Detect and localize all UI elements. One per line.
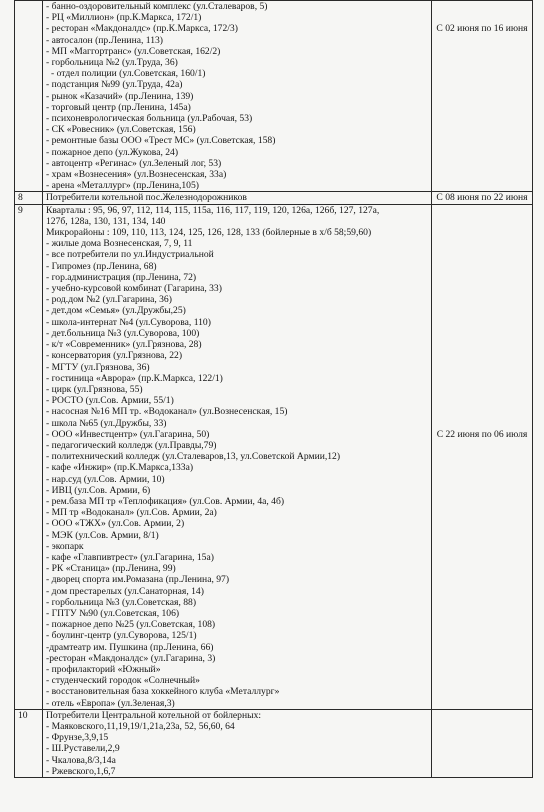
consumer-list: [43, 192, 432, 204]
consumer-line: - ресторан «Макдоналдс» (пр.К.Маркса, 172/3): [46, 23, 238, 35]
consumer-line: - дет.дом «Семья» (ул.Дружбы,25): [46, 305, 186, 317]
shutdown-period: С 08 июня по 22 июня: [436, 192, 528, 204]
consumer-line: - боулинг-центр (ул.Суворова, 125/1): [46, 630, 197, 642]
consumer-line: - ООО «Инвестцентр» (ул.Гагарина, 50): [46, 428, 210, 440]
consumer-line: - ИВЦ (ул.Сов. Армии, 6): [46, 484, 151, 496]
consumer-line: Потребители Центральной котельной от бойлерных:: [46, 709, 262, 721]
consumer-line: - ООО «ТЖХ» (ул.Сов. Армии, 2): [46, 518, 185, 530]
shutdown-period-cell: [432, 1, 533, 192]
consumer-line: - жилые дома Вознесенская, 7, 9, 11: [46, 238, 193, 250]
consumer-line: - Гипромез (пр.Ленина, 68): [46, 260, 157, 272]
row-number: [15, 1, 43, 192]
consumer-list: [43, 709, 432, 777]
consumer-line: - род.дом №2 (ул.Гагарина, 36): [46, 294, 172, 306]
consumer-line: - Ш.Руставели,2,9: [46, 743, 120, 755]
consumer-line: - к/т «Современник» (ул.Грязнова, 28): [46, 339, 202, 351]
shutdown-period-cell: [432, 192, 533, 204]
schedule-table: [14, 0, 533, 778]
consumer-line: - горбольница №2 (ул.Труда, 36): [46, 57, 178, 69]
consumer-line: - автоцентр «Регинас» (ул.Зеленый лог, 53): [46, 157, 222, 169]
consumer-line: -драмтеатр им. Пушкина (пр.Ленина, 66): [46, 641, 214, 653]
shutdown-period-cell: [432, 709, 533, 777]
consumer-line: - отдел полиции (ул.Советская, 160/1): [51, 68, 206, 80]
consumer-line: - студенческий городок «Солнечный»: [46, 675, 200, 687]
consumer-line: - дворец спорта им.Ромазана (пр.Ленина, 97): [46, 574, 230, 586]
consumer-line: - пожарное депо (ул.Жукова, 24): [46, 146, 179, 158]
consumer-line: - кафе «Инжир» (пр.К.Маркса,133а): [46, 462, 194, 474]
consumer-line: - дет.больница №3 (ул.Суворова, 100): [46, 327, 200, 339]
consumer-line: - МП тр «Водоканал» (ул.Сов. Армии, 2а): [46, 507, 217, 519]
consumer-line: - кафе «Главпивтрест» (ул.Гагарина, 15а): [46, 551, 214, 563]
consumer-list: [43, 1, 432, 192]
shutdown-period-cell: [432, 204, 533, 709]
consumer-line: - учебно-курсовой комбинат (Гагарина, 33): [46, 283, 222, 295]
consumer-line: - дом престарелых (ул.Санаторная, 14): [46, 585, 204, 597]
consumer-line: - автосалон (пр.Ленина, 113): [46, 34, 163, 46]
consumer-line: Микрорайоны : 109, 110, 113, 124, 125, 126, 128, 133 (бойлерные в х/б 58;59,60): [46, 227, 372, 239]
consumer-line: - РЦ «Миллион» (пр.К.Маркса, 172/1): [46, 12, 202, 24]
consumer-line: - Фрунзе,3,9,15: [46, 732, 109, 744]
consumer-line: - цирк (ул.Грязнова, 55): [46, 383, 143, 395]
consumer-line: - психоневрологическая больница (ул.Рабочая, 53): [46, 113, 253, 125]
consumer-line: - нар.суд (ул.Сов. Армии, 10): [46, 473, 165, 485]
consumer-line: - гор.администрация (пр.Ленина, 72): [46, 271, 197, 283]
consumer-line: - рем.база МП тр «Теплофикация» (ул.Сов. Армии, 4а, 4б): [46, 495, 285, 507]
row-number: 9: [15, 204, 43, 709]
consumer-line: - горбольница №3 (ул.Советская, 88): [46, 596, 197, 608]
shutdown-period: С 22 июня по 06 июля: [436, 428, 528, 440]
table-row: [15, 1, 533, 192]
row-number: 10: [15, 709, 43, 777]
consumer-line: - восстановительная база хоккейного клуба «Металлург»: [46, 686, 280, 698]
consumer-line: - насосная №16 МП тр. «Водоканал» (ул.Вознесенская, 15): [46, 406, 288, 418]
consumer-line: - все потребители по ул.Индустриальной: [46, 249, 214, 261]
consumer-line: - торговый центр (пр.Ленина, 145а): [46, 101, 191, 113]
consumer-line: - консерватория (ул.Грязнова, 22): [46, 350, 183, 362]
table-row: [15, 204, 533, 709]
consumer-line: - пожарное депо №25 (ул.Советская, 108): [46, 619, 216, 631]
consumer-line: - РОСТО (ул.Сов. Армии, 55/1): [46, 395, 174, 407]
consumer-line: - подстанция №99 (ул.Труда, 42а): [46, 79, 183, 91]
consumer-line: Потребители котельной пос.Железнодорожников: [46, 192, 247, 204]
consumer-line: - педагогический колледж (ул.Правды,79): [46, 439, 217, 451]
consumer-line: - Ржевского,1,6,7: [46, 765, 116, 777]
table-row: [15, 709, 533, 777]
consumer-line: - школа-интернат №4 (ул.Суворова, 110): [46, 316, 211, 328]
consumer-line: - ГПТУ №90 (ул.Советская, 106): [46, 607, 180, 619]
table-row: [15, 192, 533, 204]
consumer-list: [43, 204, 432, 709]
consumer-line: - школа №65 (ул.Дружбы, 33): [46, 417, 167, 429]
consumer-line: Кварталы : 95, 96, 97, 112, 114, 115, 115а, 116, 117, 119, 120, 126а, 126б, 127, 127а,: [46, 204, 380, 216]
consumer-line: 127б, 128а, 130, 131, 134, 140: [46, 215, 166, 227]
consumer-line: - экопарк: [46, 540, 84, 552]
consumer-line: - храм «Вознесения» (ул.Вознесенская, 33а): [46, 169, 227, 181]
consumer-line: - арена «Металлург» (пр.Ленина,105): [46, 180, 199, 192]
shutdown-period: С 02 июня по 16 июня: [436, 23, 528, 35]
consumer-line: - гостиница «Аврора» (пр.К.Маркса, 122/1): [46, 372, 223, 384]
consumer-line: - рынок «Казачий» (пр.Ленина, 139): [46, 90, 194, 102]
consumer-line: - Чкалова,8/3,14а: [46, 754, 116, 766]
consumer-line: - МЭК (ул.Сов. Армии, 8/1): [46, 529, 159, 541]
consumer-line: - политехнический колледж (ул.Сталеваров,13, ул.Советской Армии,12): [46, 451, 341, 463]
consumer-line: -ресторан «Макдоналдс» (ул.Гагарина, 3): [46, 652, 216, 664]
row-number: 8: [15, 192, 43, 204]
consumer-line: - отель «Европа» (ул.Зеленая,3): [46, 697, 175, 709]
consumer-line: - ремонтные базы ООО «Трест МС» (ул.Советская, 158): [46, 135, 276, 147]
consumer-line: - Маяковского,11,19,19/1,21а,23а, 52, 56,60, 64: [46, 721, 235, 732]
consumer-line: - МГТУ (ул.Грязнова, 36): [46, 361, 150, 373]
consumer-line: - МП «Маггортранс» (ул.Советская, 162/2): [46, 45, 221, 57]
consumer-line: - РК «Станица» (пр.Ленина, 99): [46, 563, 176, 575]
consumer-line: - СК «Ровесник» (ул.Советская, 156): [46, 124, 196, 136]
consumer-line: - банно-оздоровительный комплекс (ул.Сталеваров, 5): [46, 1, 268, 12]
consumer-line: - профилакторий «Южный»: [46, 663, 161, 675]
